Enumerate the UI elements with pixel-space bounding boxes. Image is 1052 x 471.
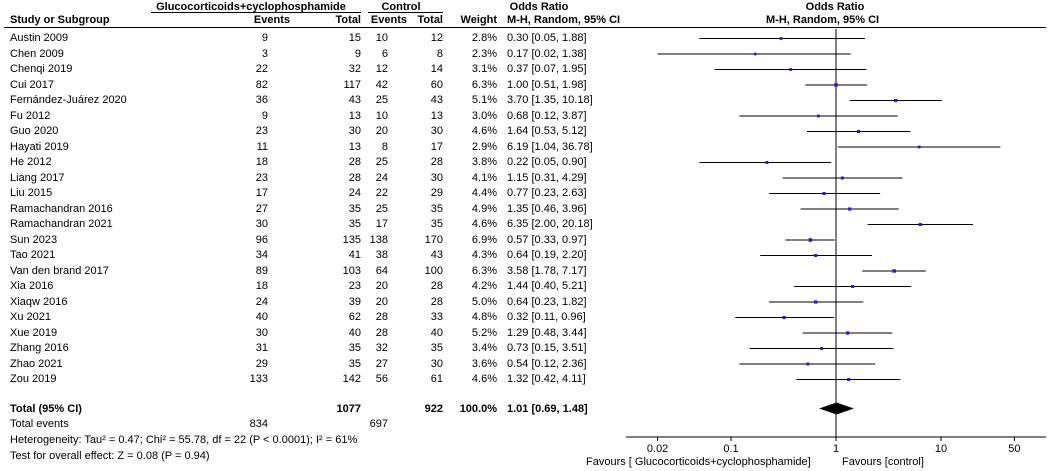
study-point (894, 99, 897, 102)
study-name: Guo 2020 (10, 125, 59, 137)
weight-value: 4.9% (471, 202, 497, 215)
events1-value: 24 (255, 295, 268, 308)
total-label: Total (95% CI) (10, 403, 82, 415)
or-ci-value: 0.73 [0.15, 3.51] (507, 342, 587, 354)
or-ci-value: 3.58 [1.78, 7.17] (507, 264, 587, 277)
or-ci-value: 0.77 [0.23, 2.63] (507, 187, 587, 199)
study-name: Fernández-Juárez 2020 (10, 94, 127, 106)
total2-cell: 61 (430, 373, 443, 385)
events1-value: 34 (255, 249, 268, 261)
study-point (809, 238, 813, 242)
or-ci-value: 0.57 [0.33, 0.97] (507, 233, 587, 246)
heterogeneity-text: Heterogeneity: Tau² = 0.47; Chi² = 55.78, df = 22 (P < 0.0001); I² = 61% (10, 434, 358, 446)
total1-cell: 30 (348, 125, 361, 137)
events2-value: 25 (375, 156, 388, 168)
total1-cell: 35 (348, 218, 361, 230)
study-point (823, 192, 826, 195)
study-name: Xia 2016 (10, 280, 54, 292)
study-point (789, 68, 792, 71)
total2-cell: 170 (424, 233, 443, 246)
events2-value: 25 (375, 202, 388, 215)
study-name: Cui 2017 (10, 78, 55, 91)
group1-header: Glucocorticoids+cyclophosphamide (156, 1, 346, 13)
total2-cell: 30 (430, 357, 443, 370)
total1-cell: 28 (348, 171, 361, 184)
total1-cell: 39 (348, 295, 361, 308)
total2-cell: 43 (430, 249, 443, 261)
total1-cell: 13 (348, 109, 361, 122)
study-point (765, 161, 768, 164)
events2-value: 22 (375, 187, 388, 199)
total2-cell: 100 (424, 264, 443, 277)
study-point (782, 316, 785, 319)
x-tick-label: 0.02 (646, 443, 669, 455)
events1-value: 23 (255, 171, 268, 184)
study-name: Ramachandran 2016 (10, 202, 113, 215)
total2-cell: 33 (430, 311, 443, 323)
weight-value: 4.6% (471, 218, 497, 230)
total2-cell: 17 (430, 140, 443, 153)
study-point (780, 37, 783, 40)
or-method-header: M-H, Random, 95% CI (507, 14, 621, 26)
total1-cell: 35 (348, 357, 361, 370)
study-name: He 2012 (10, 156, 52, 168)
or-ci-value: 0.22 [0.05, 0.90] (507, 156, 587, 168)
x-tick-label: 50 (1008, 443, 1021, 455)
events1-value: 23 (255, 125, 268, 137)
total1-cell: 103 (342, 264, 361, 277)
total2-cell: 12 (430, 32, 443, 44)
or-ci-value: 0.17 [0.02, 1.38] (507, 47, 587, 60)
study-point (919, 223, 922, 226)
events1-value: 40 (255, 311, 268, 323)
study-name: Xiaqw 2016 (10, 295, 68, 308)
total2-header: Total (417, 14, 443, 26)
or-ci-value: 1.32 [0.42, 4.11] (507, 373, 586, 385)
study-point (847, 378, 850, 381)
study-name: Ramachandran 2021 (10, 218, 113, 230)
total2-cell: 30 (430, 171, 443, 184)
events2-value: 10 (375, 32, 388, 44)
or-ci-value: 6.35 [2.00, 20.18] (507, 218, 593, 230)
total2-cell: 35 (430, 342, 443, 354)
total1-cell: 35 (348, 342, 361, 354)
events2-value: 8 (381, 140, 388, 153)
total-events1: 834 (249, 418, 268, 430)
or-ci-value: 0.30 [0.05, 1.88] (507, 32, 587, 44)
overall-effect-text: Test for overall effect: Z = 0.08 (P = 0.94) (10, 450, 210, 462)
weight-value: 2.3% (471, 47, 497, 60)
study-name: Sun 2023 (10, 233, 58, 246)
total1-cell: 135 (342, 233, 361, 246)
or-ci-value: 1.35 [0.46, 3.96] (507, 202, 587, 215)
events1-value: 36 (255, 94, 268, 106)
weight-value: 4.1% (471, 171, 497, 184)
events2-value: 38 (375, 249, 388, 261)
weight-value: 3.4% (471, 342, 497, 354)
events1-value: 96 (255, 233, 268, 246)
total1-cell: 43 (348, 94, 361, 106)
or-ci-value: 1.64 [0.53, 5.12] (507, 125, 587, 137)
total2-cell: 60 (430, 78, 443, 91)
study-name: Chen 2009 (10, 47, 64, 60)
or-ci-value: 0.32 [0.11, 0.96] (507, 311, 586, 323)
weight-header: Weight (460, 14, 497, 26)
events1-value: 17 (255, 187, 268, 199)
x-tick-label: 0.1 (723, 443, 739, 455)
total2-cell: 28 (430, 280, 443, 292)
or-title: Odds Ratio (509, 1, 569, 13)
weight-value: 2.9% (471, 140, 497, 153)
study-name: Chenqi 2019 (10, 63, 73, 75)
or-ci-value: 6.19 [1.04, 36.78] (507, 140, 593, 153)
or-ci-value: 1.00 [0.51, 1.98] (507, 78, 587, 91)
study-point (857, 130, 860, 133)
plot-method-header: M-H, Random, 95% CI (766, 14, 880, 26)
total-weight: 100.0% (459, 403, 497, 415)
study-name: Hayati 2019 (10, 140, 69, 153)
events1-value: 30 (255, 218, 268, 230)
events2-value: 64 (375, 264, 388, 277)
events1-value: 18 (255, 280, 268, 292)
events1-value: 9 (261, 32, 268, 44)
total1-cell: 23 (348, 280, 361, 292)
weight-value: 5.1% (471, 94, 497, 106)
weight-value: 3.0% (471, 109, 497, 122)
events2-value: 42 (375, 78, 388, 91)
events2-value: 6 (381, 47, 388, 60)
total2-cell: 35 (430, 202, 443, 215)
or-ci-value: 1.44 [0.40, 5.21] (507, 280, 587, 292)
or-ci-value: 0.68 [0.12, 3.87] (507, 109, 587, 122)
study-point (892, 269, 895, 272)
events1-value: 11 (256, 140, 268, 153)
or-ci-value: 0.64 [0.23, 1.82] (507, 295, 587, 308)
study-point (817, 115, 820, 118)
events1-header: Events (253, 14, 290, 26)
events2-value: 27 (375, 357, 388, 370)
study-name: Tao 2021 (10, 249, 56, 261)
total2-cell: 40 (430, 326, 443, 339)
study-name: Zhang 2016 (10, 342, 69, 354)
or-ci-value: 3.70 [1.35, 10.18] (507, 94, 593, 106)
events2-value: 20 (375, 125, 388, 137)
total1-cell: 24 (348, 187, 361, 199)
events1-value: 27 (255, 202, 268, 215)
total-ci: 1.01 [0.69, 1.48] (507, 403, 588, 415)
or-ci-value: 0.64 [0.19, 2.20] (507, 249, 587, 261)
or-ci-value: 1.15 [0.31, 4.29] (507, 171, 587, 184)
study-point (806, 363, 809, 366)
weight-value: 4.8% (471, 311, 497, 323)
events1-value: 31 (255, 342, 268, 354)
events2-value: 12 (375, 63, 388, 75)
total2-cell: 28 (430, 156, 443, 168)
weight-value: 6.3% (471, 78, 497, 91)
events2-value: 20 (375, 295, 388, 308)
total1-cell: 62 (348, 311, 361, 323)
plot-title: Odds Ratio (805, 1, 865, 13)
x-tick-label: 10 (934, 443, 948, 455)
weight-value: 4.4% (471, 187, 497, 199)
events2-header: Events (370, 14, 407, 26)
weight-value: 4.6% (471, 373, 497, 385)
events1-value: 18 (255, 156, 268, 168)
events2-value: 17 (375, 218, 388, 230)
study-name: Fu 2012 (10, 109, 51, 122)
total1-cell: 117 (343, 78, 361, 91)
total2-cell: 8 (436, 47, 443, 60)
study-name: Zhao 2021 (10, 357, 63, 370)
x-tick-label: 1 (832, 443, 840, 455)
total2-cell: 30 (430, 125, 443, 137)
events1-value: 30 (255, 326, 268, 339)
total1-cell: 142 (342, 373, 361, 385)
study-name: Xu 2021 (10, 311, 51, 323)
total1-value: 1077 (336, 403, 361, 415)
total1-cell: 13 (348, 140, 361, 153)
or-ci-value: 1.29 [0.48, 3.44] (507, 326, 587, 339)
weight-value: 5.0% (471, 295, 497, 308)
total1-cell: 15 (348, 32, 361, 44)
total-events2: 697 (369, 418, 388, 430)
events2-value: 56 (375, 373, 388, 385)
study-name: Van den brand 2017 (10, 264, 109, 277)
total-events-label: Total events (10, 418, 69, 430)
study-point (841, 176, 844, 179)
events1-value: 89 (255, 264, 268, 277)
events1-value: 82 (255, 78, 268, 91)
study-point (814, 300, 817, 303)
total1-cell: 28 (348, 156, 361, 168)
total2-cell: 35 (430, 218, 443, 230)
events2-value: 10 (375, 109, 388, 122)
weight-value: 4.3% (471, 249, 497, 261)
total2-cell: 13 (430, 109, 443, 122)
events1-value: 9 (261, 109, 268, 122)
or-ci-value: 0.54 [0.12, 2.36] (507, 357, 587, 370)
total2-cell: 14 (430, 63, 443, 75)
total2-cell: 29 (430, 187, 443, 199)
events1-value: 133 (249, 373, 268, 385)
events1-value: 22 (255, 63, 268, 75)
total1-cell: 41 (348, 249, 361, 261)
weight-value: 6.9% (471, 233, 497, 246)
events2-value: 28 (375, 311, 388, 323)
weight-value: 4.2% (471, 280, 497, 292)
weight-value: 3.8% (471, 156, 497, 168)
study-point (814, 254, 817, 257)
study-point (848, 207, 851, 210)
events2-value: 24 (375, 171, 388, 184)
weight-value: 3.6% (471, 357, 497, 370)
study-point (918, 146, 921, 149)
events2-value: 25 (375, 94, 388, 106)
weight-value: 2.8% (471, 32, 497, 44)
events2-value: 32 (375, 342, 388, 354)
study-name: Xue 2019 (10, 326, 58, 339)
total2-value: 922 (424, 403, 443, 415)
total1-cell: 9 (354, 47, 361, 60)
study-column-header: Study or Subgroup (10, 14, 110, 26)
weight-value: 3.1% (471, 63, 497, 75)
total1-header: Total (335, 14, 361, 26)
or-ci-value: 0.37 [0.07, 1.95] (507, 63, 587, 75)
weight-value: 6.3% (471, 264, 497, 277)
events1-value: 3 (261, 47, 268, 60)
total2-cell: 43 (430, 94, 443, 106)
favours-left-label: Favours [ Glucocorticoids+cyclophosphamide] (586, 456, 811, 468)
total2-cell: 28 (430, 295, 443, 308)
total1-cell: 32 (348, 63, 361, 75)
study-name: Liu 2015 (10, 187, 53, 199)
weight-value: 4.6% (471, 125, 497, 137)
favours-right-label: Favours [control] (842, 456, 924, 468)
pooled-diamond (819, 403, 854, 415)
events1-value: 29 (255, 357, 268, 370)
weight-value: 5.2% (471, 326, 497, 339)
study-name: Zou 2019 (10, 373, 57, 385)
events2-value: 20 (375, 280, 388, 292)
study-name: Austin 2009 (10, 32, 69, 44)
study-name: Liang 2017 (10, 171, 65, 184)
study-point (846, 331, 849, 334)
study-point (754, 53, 757, 56)
total1-cell: 40 (348, 326, 361, 339)
study-point (834, 83, 837, 86)
events2-value: 138 (369, 233, 388, 246)
group2-header: Control (381, 1, 421, 13)
study-point (820, 347, 823, 350)
events2-value: 28 (375, 326, 388, 339)
total1-cell: 35 (348, 202, 361, 215)
study-point (851, 285, 854, 288)
